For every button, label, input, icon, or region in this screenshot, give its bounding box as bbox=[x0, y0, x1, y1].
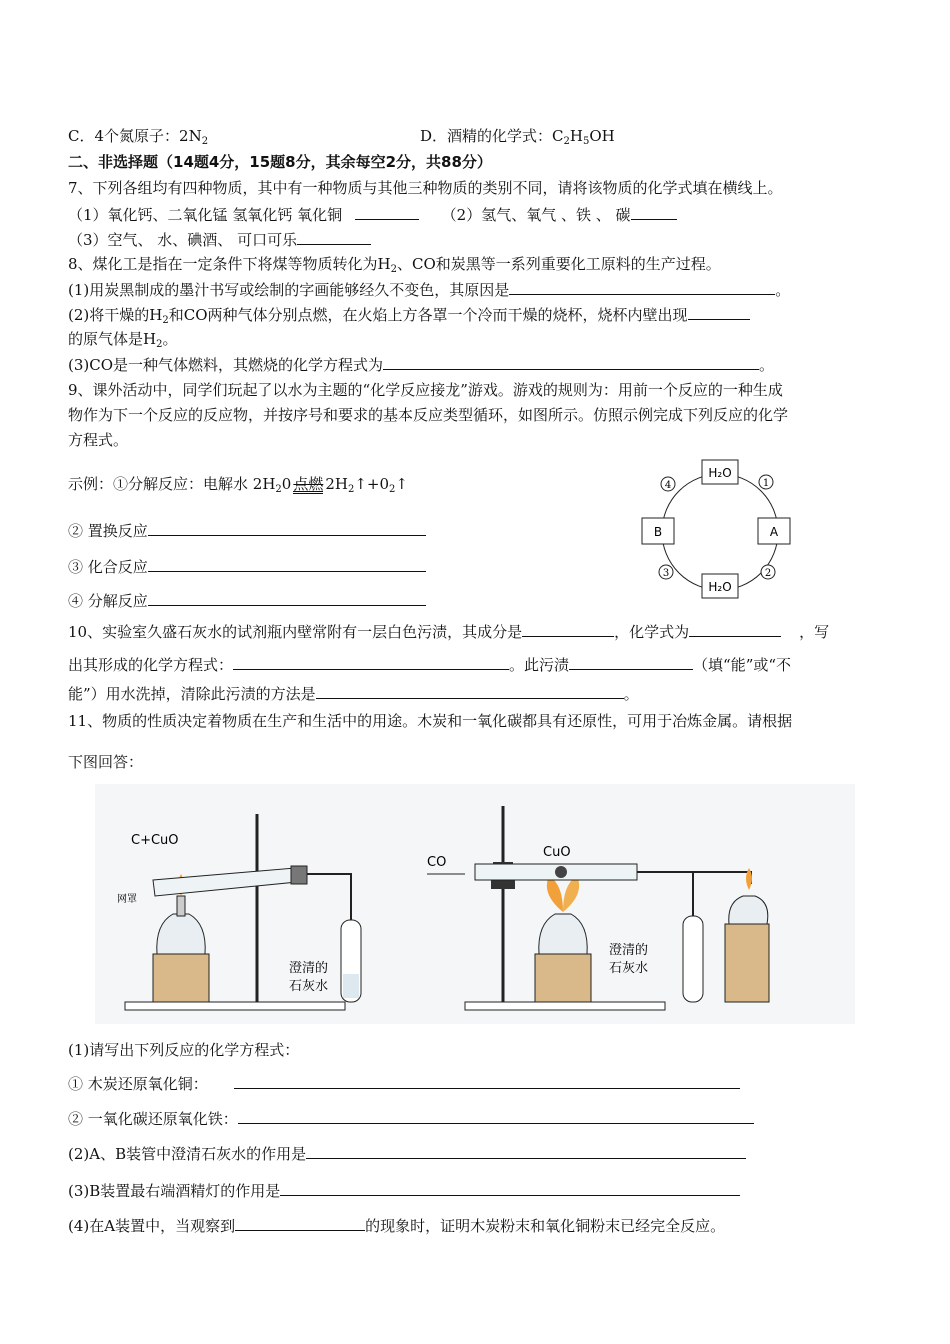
node-left-label: B bbox=[653, 525, 663, 539]
q6-option-c: C．4个氮原子：$2N_2$ bbox=[68, 127, 209, 147]
q11-blank1b[interactable] bbox=[238, 1108, 754, 1124]
q7-blank1[interactable] bbox=[355, 204, 419, 220]
step-4-label: 4 bbox=[664, 480, 672, 491]
q9-blank3[interactable] bbox=[148, 556, 426, 572]
q11-blank3[interactable] bbox=[280, 1180, 740, 1196]
node-bottom-label: H₂O bbox=[708, 580, 732, 594]
q9-reaction4: ④ 分解反应 bbox=[68, 590, 426, 611]
q10-line3: 能”）用水洗掉，清除此污渍的方法是 。 bbox=[68, 685, 639, 703]
q11-line1: 11、物质的性质决定着物质在生产和生活中的用途。木炭和一氧化碳都具有还原性，可用于冶炼金属。请根据 bbox=[68, 712, 793, 730]
q7-group1: （1）氧化钙、二氧化锰 氢氧化钙 氧化铜 bbox=[68, 206, 343, 224]
q11-blank2[interactable] bbox=[306, 1143, 746, 1159]
q7-groups-line1 bbox=[68, 204, 677, 225]
q9-line3: 方程式。 bbox=[68, 431, 129, 449]
label-limewater-a2: 石灰水 bbox=[289, 979, 329, 994]
q10-blank4[interactable] bbox=[569, 654, 693, 670]
q11-part2: (2)A、B装管中澄清石灰水的作用是 bbox=[68, 1143, 746, 1164]
q11-blank1a[interactable] bbox=[234, 1073, 740, 1089]
q8-part2: (2)将干燥的$H_2$和CO两种气体分别点燃，在火焰上方各罩一个冷而干燥的烧杯，烧杯内壁出现 bbox=[68, 304, 750, 331]
q11-part1b: ② 一氧化碳还原氧化铁： bbox=[68, 1108, 754, 1129]
q7-stem: 7、下列各组均有四种物质，其中有一种物质与其他三种物质的类别不同，请将该物质的化学式填在横线上。 bbox=[68, 179, 783, 197]
q10-blank1[interactable] bbox=[522, 621, 614, 637]
label-c-cuo: C+CuO bbox=[131, 833, 179, 848]
step-1-label: 1 bbox=[762, 478, 770, 489]
q11-part3: (3)B装置最右端酒精灯的作用是 bbox=[68, 1180, 740, 1201]
q8-blank3[interactable] bbox=[383, 354, 759, 370]
label-limewater-a1: 澄清的 bbox=[289, 961, 329, 976]
q8-blank2[interactable] bbox=[688, 304, 750, 320]
label-limewater-b2: 石灰水 bbox=[609, 961, 649, 976]
q11-part1a: ① 木炭还原氧化铜： bbox=[68, 1073, 740, 1094]
q9-blank4[interactable] bbox=[148, 590, 426, 606]
node-top-label: H₂O bbox=[708, 466, 732, 480]
step-2-label: 2 bbox=[764, 568, 772, 579]
q8-stem: 8、煤化工是指在一定条件下将煤等物质转化为$H_2$、CO和炭黑等一系列重要化工原料的生产过程。 bbox=[68, 255, 721, 275]
label-cuo: CuO bbox=[543, 845, 571, 860]
q7-group2: （2）氢气、氧气 、铁 、 碳 bbox=[441, 206, 631, 224]
q11-part4: (4)在A装置中，当观察到 的现象时，证明木炭粉末和氧化铜粉末已经完全反应。 bbox=[68, 1217, 726, 1235]
q9-line2: 物作为下一个反应的反应物，并按序号和要求的基本反应类型循环，如图所示。仿照示例完成下列反应的化学 bbox=[68, 406, 789, 424]
q11-blank4[interactable] bbox=[235, 1215, 365, 1231]
step-3-label: 3 bbox=[662, 568, 670, 579]
reaction-cycle-diagram bbox=[640, 458, 800, 606]
q8-part3: (3)CO是一种气体燃料，其燃烧的化学方程式为 。 bbox=[68, 356, 775, 374]
q8-blank1[interactable] bbox=[509, 279, 775, 295]
q11-line2: 下图回答： bbox=[68, 753, 144, 771]
q9-reaction2: ② 置换反应 bbox=[68, 520, 426, 541]
q8-part1: (1)用炭黑制成的墨汁书写或绘制的字画能够经久不变色，其原因是 。 bbox=[68, 281, 791, 299]
label-gauze: 网罩 bbox=[117, 894, 137, 905]
q10-blank2[interactable] bbox=[689, 621, 781, 637]
section-title: 二、非选择题（14题4分，15题8分，其余每空2分，共88分） bbox=[68, 153, 492, 171]
q9-blank2[interactable] bbox=[148, 520, 426, 536]
q9-line1: 9、课外活动中，同学们玩起了以水为主题的“化学反应接龙”游戏。游戏的规则为：用前一个反应的一种生成 bbox=[68, 381, 783, 399]
q7-group3: （3）空气、 水、碘酒、 可口可乐 bbox=[68, 231, 298, 249]
q7-blank3[interactable] bbox=[297, 229, 371, 245]
q10-line1: 10、实验室久盛石灰水的试剂瓶内壁常附有一层白色污渍，其成分是 ，化学式为 ，写 bbox=[68, 623, 830, 641]
q10-line2: 出其形成的化学方程式： 。此污渍 （填“能”或“不 bbox=[68, 656, 792, 674]
label-co: CO bbox=[427, 855, 447, 870]
reaction-condition: 点燃 bbox=[293, 475, 324, 493]
q8-part2-cont: 的原气体是$H_2$。 bbox=[68, 330, 178, 350]
q10-blank3[interactable] bbox=[233, 654, 509, 670]
q7-groups-line2 bbox=[68, 229, 371, 250]
node-right-label: A bbox=[769, 525, 779, 539]
q11-part1: (1)请写出下列反应的化学方程式： bbox=[68, 1041, 300, 1059]
q6-option-d: D．酒精的化学式：$C_2H_5OH$ bbox=[420, 127, 615, 147]
q9-reaction3: ③ 化合反应 bbox=[68, 556, 426, 577]
q10-blank5[interactable] bbox=[316, 683, 624, 699]
q9-example: 示例：①分解反应：电解水 $2H_20$ 点燃 $2H_2↑+0_2↑$ bbox=[68, 475, 408, 495]
label-limewater-b1: 澄清的 bbox=[609, 943, 649, 958]
apparatus-figure bbox=[95, 784, 855, 1024]
q7-blank2[interactable] bbox=[631, 204, 677, 220]
